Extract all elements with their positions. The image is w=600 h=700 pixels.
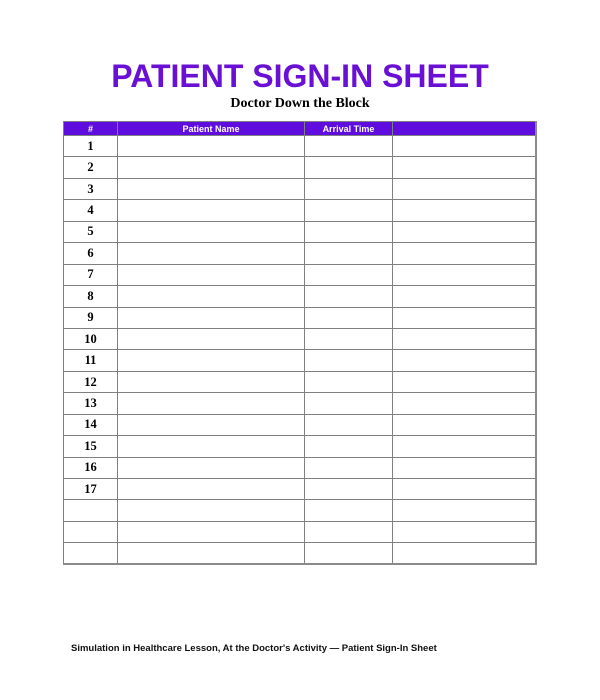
patient-name-cell [118, 286, 305, 307]
patient-name-cell [118, 414, 305, 435]
row-number-cell [64, 500, 118, 521]
row-number-cell: 5 [64, 221, 118, 242]
arrival-time-cell [305, 393, 393, 414]
patient-name-cell [118, 221, 305, 242]
arrival-time-cell [305, 521, 393, 542]
footer-caption: Simulation in Healthcare Lesson, At the Doctor's Activity — Patient Sign-In Sheet [71, 643, 437, 654]
table-row [64, 157, 536, 178]
table-row [64, 200, 536, 221]
arrival-time-cell [305, 307, 393, 328]
row-number-cell: 3 [64, 178, 118, 199]
extra-cell [393, 200, 536, 221]
extra-cell [393, 178, 536, 199]
extra-cell [393, 243, 536, 264]
table-row [64, 543, 536, 564]
arrival-time-cell [305, 264, 393, 285]
column-header-patient-name: Patient Name [118, 122, 305, 136]
table-row [64, 264, 536, 285]
arrival-time-cell [305, 543, 393, 564]
table-row [64, 328, 536, 349]
arrival-time-cell [305, 436, 393, 457]
row-number-cell: 10 [64, 328, 118, 349]
row-number-cell: 13 [64, 393, 118, 414]
extra-cell [393, 371, 536, 392]
table-header-row [64, 122, 536, 136]
table-row [64, 500, 536, 521]
extra-cell [393, 436, 536, 457]
extra-cell [393, 157, 536, 178]
table-row [64, 221, 536, 242]
extra-cell [393, 543, 536, 564]
column-header-arrival-time: Arrival Time [305, 122, 393, 136]
arrival-time-cell [305, 221, 393, 242]
row-number-cell: 7 [64, 264, 118, 285]
arrival-time-cell [305, 500, 393, 521]
signin-table [63, 121, 537, 565]
arrival-time-cell [305, 414, 393, 435]
patient-name-cell [118, 136, 305, 157]
extra-cell [393, 136, 536, 157]
row-number-cell: 4 [64, 200, 118, 221]
row-number-cell [64, 543, 118, 564]
patient-name-cell [118, 479, 305, 500]
patient-name-cell [118, 307, 305, 328]
arrival-time-cell [305, 136, 393, 157]
table-row [64, 371, 536, 392]
page-subtitle: Doctor Down the Block [230, 96, 370, 111]
arrival-time-cell [305, 200, 393, 221]
row-number-cell: 9 [64, 307, 118, 328]
patient-name-cell [118, 178, 305, 199]
table-row [64, 350, 536, 371]
patient-name-cell [118, 436, 305, 457]
extra-cell [393, 479, 536, 500]
arrival-time-cell [305, 350, 393, 371]
table-row [64, 243, 536, 264]
arrival-time-cell [305, 243, 393, 264]
patient-name-cell [118, 543, 305, 564]
page-title: PATIENT SIGN-IN SHEET [111, 58, 489, 94]
extra-cell [393, 307, 536, 328]
row-number-cell: 1 [64, 136, 118, 157]
arrival-time-cell [305, 286, 393, 307]
table-row [64, 414, 536, 435]
table-row [64, 457, 536, 478]
patient-name-cell [118, 457, 305, 478]
patient-name-cell [118, 350, 305, 371]
extra-cell [393, 264, 536, 285]
patient-name-cell [118, 521, 305, 542]
extra-cell [393, 521, 536, 542]
row-number-cell: 12 [64, 371, 118, 392]
column-header-number: # [64, 122, 118, 136]
extra-cell [393, 328, 536, 349]
arrival-time-cell [305, 178, 393, 199]
table-body [64, 136, 536, 565]
extra-cell [393, 457, 536, 478]
table-row [64, 521, 536, 542]
table-row [64, 393, 536, 414]
patient-name-cell [118, 200, 305, 221]
arrival-time-cell [305, 328, 393, 349]
extra-cell [393, 500, 536, 521]
table-row [64, 136, 536, 157]
row-number-cell: 17 [64, 479, 118, 500]
arrival-time-cell [305, 371, 393, 392]
extra-cell [393, 221, 536, 242]
extra-cell [393, 393, 536, 414]
patient-name-cell [118, 328, 305, 349]
extra-cell [393, 414, 536, 435]
patient-name-cell [118, 371, 305, 392]
patient-name-cell [118, 157, 305, 178]
table-row [64, 307, 536, 328]
row-number-cell: 15 [64, 436, 118, 457]
column-header-blank [393, 122, 536, 136]
patient-name-cell [118, 393, 305, 414]
arrival-time-cell [305, 157, 393, 178]
patient-name-cell [118, 264, 305, 285]
arrival-time-cell [305, 479, 393, 500]
row-number-cell [64, 521, 118, 542]
extra-cell [393, 350, 536, 371]
table-row [64, 436, 536, 457]
row-number-cell: 14 [64, 414, 118, 435]
row-number-cell: 11 [64, 350, 118, 371]
row-number-cell: 2 [64, 157, 118, 178]
table-row [64, 178, 536, 199]
row-number-cell: 16 [64, 457, 118, 478]
extra-cell [393, 286, 536, 307]
row-number-cell: 8 [64, 286, 118, 307]
table-row [64, 286, 536, 307]
table-row [64, 479, 536, 500]
patient-name-cell [118, 243, 305, 264]
patient-name-cell [118, 500, 305, 521]
row-number-cell: 6 [64, 243, 118, 264]
arrival-time-cell [305, 457, 393, 478]
